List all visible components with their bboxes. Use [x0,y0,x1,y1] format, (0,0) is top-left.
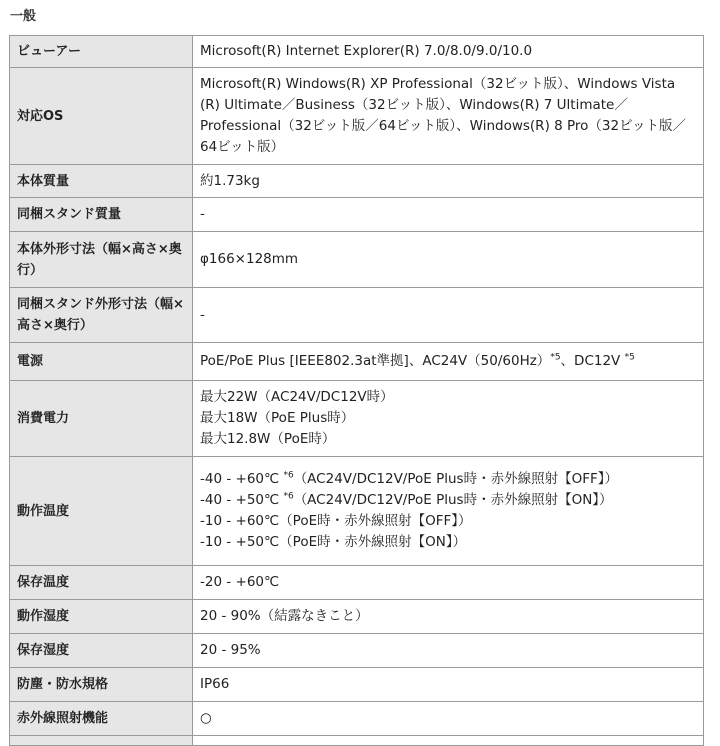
value-line [200,511,695,532]
row-value [193,566,704,600]
row-value [193,457,704,566]
table-row [10,736,704,746]
row-label: ビューアー [10,36,193,68]
value-line: IP66 [200,676,230,692]
temp-condition: （AC24V/DC12V/PoE Plus時・赤外線照射【OFF】） [293,471,618,487]
row-label: 消費電力 [10,381,193,457]
table-row [10,232,704,288]
row-value [193,288,704,343]
table-row [10,457,704,566]
value-line: 最大22W（AC24V/DC12V時） [200,389,394,405]
temp-range: -40 - +50℃ [200,492,280,508]
value-line: 20 - 95% [200,642,261,658]
value-line: -20 - +60℃ [200,574,280,590]
temp-condition: （PoE時・赤外線照射【OFF】） [279,513,472,529]
row-label: 本体質量 [10,165,193,198]
temp-condition: （AC24V/DC12V/PoE Plus時・赤外線照射【ON】） [293,492,613,508]
row-value [193,232,704,288]
row-label: 本体外形寸法（幅×高さ×奥行） [10,232,193,288]
temp-range: -10 - +50℃ [200,534,280,550]
value-line: 最大12.8W（PoE時） [200,431,336,447]
value-line [200,532,695,553]
value-line: Microsoft(R) Internet Explorer(R) 7.0/8.0/9.0/10.0 [200,43,533,59]
row-value [193,36,704,68]
footnote-ref: *5 [550,352,561,363]
row-value [193,702,704,736]
value-line: - [200,306,205,323]
value-line: 約1.73kg [200,172,260,189]
row-label: 動作湿度 [10,600,193,634]
row-label: 対応OS [10,68,193,165]
row-value [193,165,704,198]
table-row [10,343,704,381]
temp-range: -40 - +60℃ [200,471,280,487]
row-label: 保存温度 [10,566,193,600]
footnote-ref: *6 [283,470,294,481]
section-title: 一般 [10,9,37,24]
row-label: 防塵・防水規格 [10,668,193,702]
row-value [193,736,704,746]
temp-condition: （PoE時・赤外線照射【ON】） [279,534,467,550]
row-value [193,198,704,232]
table-row [10,566,704,600]
table-row [10,165,704,198]
value-line: - [200,206,205,222]
footnote-ref: *5 [624,352,635,363]
table-row [10,702,704,736]
row-label: 同梱スタンド外形寸法（幅×高さ×奥行） [10,288,193,343]
table-row [10,634,704,668]
table-row [10,668,704,702]
row-value [193,68,704,165]
row-label: 電源 [10,343,193,381]
value-line: ○ [200,710,212,726]
table-row [10,36,704,68]
value-line [200,490,695,511]
row-value [193,600,704,634]
value-line: 20 - 90%（結露なきこと） [200,608,369,624]
row-value [193,668,704,702]
row-value [193,634,704,668]
temp-range: -10 - +60℃ [200,513,280,529]
row-label: 赤外線照射機能 [10,702,193,736]
table-row [10,600,704,634]
value-line [200,469,695,490]
value-line: φ166×128mm [200,251,299,267]
spec-table [9,35,704,746]
row-label: 同梱スタンド質量 [10,198,193,232]
row-value [193,381,704,457]
row-label: 動作温度 [10,457,193,566]
row-value [193,343,704,381]
footnote-ref: *6 [283,491,294,502]
value-line: 最大18W（PoE Plus時） [200,410,355,426]
row-label [10,736,193,746]
value-line: Microsoft(R) Windows(R) XP Professional（32ビット版）、Windows Vista (R) Ultimate／Business（32ビット版）、Windows(R) 7 Ultimate／Professional（32ビット版／64ビット版）、Windows(R) 8 Pro（32ビット版／64ビット版） [200,76,687,155]
table-row [10,68,704,165]
power-text: 、DC12V [560,353,621,369]
table-row [10,198,704,232]
row-label: 保存湿度 [10,634,193,668]
table-row [10,288,704,343]
power-text: PoE/PoE Plus [IEEE802.3at準拠]、AC24V（50/60Hz） [200,353,551,369]
table-row [10,381,704,457]
